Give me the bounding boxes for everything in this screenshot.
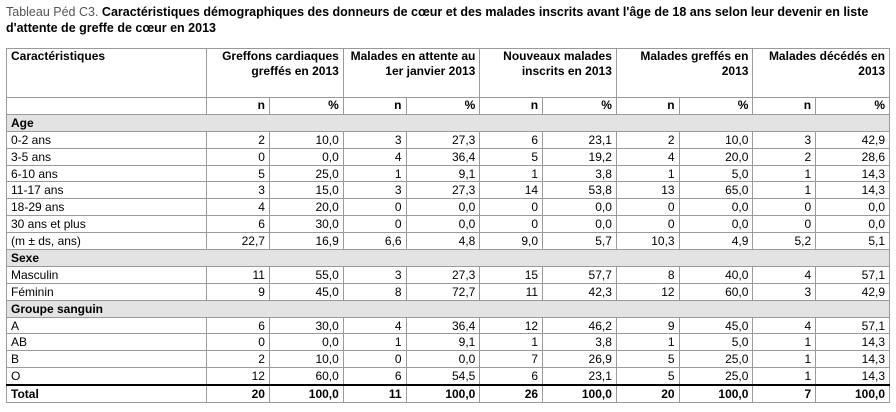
header-pct: % [269,98,343,115]
cell-pct: 9,1 [406,165,480,182]
table-body [7,114,890,402]
cell-pct: 26,9 [543,351,617,368]
header-pct: % [679,98,753,115]
cell-pct: 53,8 [543,182,617,199]
header-pct: % [816,98,890,115]
total-pct: 100,0 [816,385,890,402]
row-label: 18-29 ans [7,199,207,216]
cell-n: 2 [616,131,679,148]
cell-pct: 55,0 [269,266,343,283]
cell-n: 8 [616,266,679,283]
section-header-row [7,114,890,131]
cell-n: 0 [753,199,816,216]
table-row [7,148,890,165]
cell-n: 9 [207,283,270,300]
cell-n: 1 [753,165,816,182]
cell-pct: 19,2 [543,148,617,165]
cell-pct: 14,3 [816,334,890,351]
cell-pct: 57,1 [816,266,890,283]
cell-n: 1 [616,334,679,351]
cell-pct: 23,1 [543,131,617,148]
header-pct: % [406,98,480,115]
total-pct: 100,0 [269,385,343,402]
cell-pct: 27,3 [406,266,480,283]
row-label: Masculin [7,266,207,283]
cell-n: 3 [343,131,406,148]
total-label: Total [7,385,207,402]
cell-pct: 65,0 [679,182,753,199]
cell-n: 15 [480,266,543,283]
cell-pct: 10,0 [269,131,343,148]
table-row [7,165,890,182]
table-row [7,182,890,199]
section-header-row [7,250,890,267]
header-characteristics: Caractéristiques [7,49,207,98]
cell-n: 13 [616,182,679,199]
cell-pct: 0,0 [406,351,480,368]
cell-pct: 40,0 [679,266,753,283]
table-row [7,266,890,283]
cell-pct: 25,0 [269,165,343,182]
cell-n: 3 [753,131,816,148]
table-caption [6,4,890,36]
row-label: A [7,317,207,334]
cell-n: 4 [207,199,270,216]
total-pct: 100,0 [543,385,617,402]
header-group: Malades en attente au 1er janvier 2013 [343,49,480,98]
row-label: O [7,368,207,385]
row-label: 30 ans et plus [7,216,207,233]
cell-n: 14 [480,182,543,199]
data-table [6,48,890,403]
cell-pct: 46,2 [543,317,617,334]
header-n: n [480,98,543,115]
cell-n: 4 [343,148,406,165]
section-title: Sexe [7,250,890,267]
row-label: 6-10 ans [7,165,207,182]
cell-pct: 4,8 [406,233,480,250]
cell-n: 4 [616,148,679,165]
row-label: 11-17 ans [7,182,207,199]
total-n: 20 [616,385,679,402]
cell-n: 12 [616,283,679,300]
cell-pct: 15,0 [269,182,343,199]
cell-n: 12 [480,317,543,334]
section-title: Age [7,114,890,131]
table-row [7,283,890,300]
cell-n: 4 [343,317,406,334]
cell-pct: 0,0 [543,199,617,216]
row-label: Féminin [7,283,207,300]
cell-n: 0 [343,216,406,233]
cell-pct: 27,3 [406,182,480,199]
cell-n: 0 [480,216,543,233]
cell-n: 3 [343,266,406,283]
cell-pct: 0,0 [816,216,890,233]
cell-n: 1 [343,334,406,351]
cell-n: 6 [480,131,543,148]
header-pct: % [543,98,617,115]
cell-n: 2 [207,131,270,148]
cell-pct: 72,7 [406,283,480,300]
cell-n: 2 [753,148,816,165]
cell-n: 10,3 [616,233,679,250]
cell-pct: 3,8 [543,165,617,182]
cell-pct: 27,3 [406,131,480,148]
cell-pct: 42,9 [816,131,890,148]
cell-pct: 14,3 [816,165,890,182]
cell-pct: 0,0 [679,216,753,233]
header-group: Malades décédés en 2013 [753,49,890,98]
total-pct: 100,0 [679,385,753,402]
cell-n: 3 [753,283,816,300]
cell-pct: 36,4 [406,317,480,334]
cell-n: 3 [207,182,270,199]
cell-n: 5 [616,351,679,368]
row-label: 0-2 ans [7,131,207,148]
table-row [7,317,890,334]
header-blank [7,98,207,115]
cell-pct: 10,0 [269,351,343,368]
cell-n: 6 [480,368,543,385]
row-label: AB [7,334,207,351]
cell-pct: 0,0 [679,199,753,216]
cell-pct: 14,3 [816,351,890,368]
cell-pct: 36,4 [406,148,480,165]
cell-n: 0 [616,199,679,216]
cell-pct: 9,1 [406,334,480,351]
cell-pct: 45,0 [269,283,343,300]
table-row [7,233,890,250]
cell-n: 0 [207,148,270,165]
cell-n: 5 [616,368,679,385]
row-label: 3-5 ans [7,148,207,165]
cell-pct: 30,0 [269,317,343,334]
section-header-row [7,300,890,317]
cell-n: 8 [343,283,406,300]
cell-n: 7 [480,351,543,368]
header-group: Nouveaux malades inscrits en 2013 [480,49,617,98]
cell-n: 1 [343,165,406,182]
row-label: (m ± ds, ans) [7,233,207,250]
cell-pct: 14,3 [816,368,890,385]
cell-n: 0 [343,351,406,368]
table-row [7,199,890,216]
table-row [7,334,890,351]
table-row [7,368,890,385]
cell-n: 1 [753,368,816,385]
cell-pct: 30,0 [269,216,343,233]
cell-n: 1 [616,165,679,182]
caption-label: Tableau Péd C3. [6,5,99,19]
cell-n: 3 [343,182,406,199]
cell-n: 2 [207,351,270,368]
table-row [7,131,890,148]
cell-pct: 57,7 [543,266,617,283]
cell-pct: 4,9 [679,233,753,250]
cell-pct: 60,0 [269,368,343,385]
total-n: 7 [753,385,816,402]
cell-n: 9,0 [480,233,543,250]
cell-pct: 25,0 [679,351,753,368]
row-label: B [7,351,207,368]
header-n: n [753,98,816,115]
cell-n: 5 [207,165,270,182]
cell-n: 9 [616,317,679,334]
total-pct: 100,0 [406,385,480,402]
cell-n: 0 [207,334,270,351]
cell-pct: 60,0 [679,283,753,300]
cell-n: 4 [753,317,816,334]
cell-pct: 0,0 [269,148,343,165]
cell-n: 12 [207,368,270,385]
table-row [7,216,890,233]
total-n: 11 [343,385,406,402]
cell-n: 6 [207,317,270,334]
cell-n: 6 [207,216,270,233]
header-group: Malades greffés en 2013 [616,49,753,98]
cell-pct: 0,0 [816,199,890,216]
table-row [7,351,890,368]
cell-pct: 5,0 [679,165,753,182]
caption-title: Caractéristiques démographiques des donneurs de cœur et des malades inscrits avant l'âge de 18 ans selon leur devenir en liste d'attente de greffe de cœur en 2013 [6,5,869,35]
cell-pct: 5,0 [679,334,753,351]
cell-pct: 54,5 [406,368,480,385]
cell-pct: 14,3 [816,182,890,199]
cell-pct: 20,0 [269,199,343,216]
cell-pct: 23,1 [543,368,617,385]
cell-n: 0 [480,199,543,216]
cell-n: 1 [753,182,816,199]
cell-n: 0 [343,199,406,216]
total-n: 20 [207,385,270,402]
cell-n: 5 [480,148,543,165]
cell-pct: 57,1 [816,317,890,334]
cell-n: 0 [616,216,679,233]
cell-n: 0 [753,216,816,233]
cell-pct: 16,9 [269,233,343,250]
cell-pct: 10,0 [679,131,753,148]
cell-n: 4 [753,266,816,283]
cell-pct: 3,8 [543,334,617,351]
header-group: Greffons cardiaques greffés en 2013 [207,49,344,98]
cell-pct: 5,7 [543,233,617,250]
cell-pct: 20,0 [679,148,753,165]
cell-pct: 0,0 [543,216,617,233]
cell-n: 1 [480,165,543,182]
cell-pct: 0,0 [269,334,343,351]
cell-n: 11 [480,283,543,300]
cell-n: 6,6 [343,233,406,250]
header-n: n [343,98,406,115]
cell-pct: 25,0 [679,368,753,385]
cell-n: 22,7 [207,233,270,250]
cell-pct: 42,9 [816,283,890,300]
cell-n: 1 [753,351,816,368]
cell-n: 11 [207,266,270,283]
cell-pct: 5,1 [816,233,890,250]
total-row [7,385,890,402]
cell-pct: 45,0 [679,317,753,334]
cell-pct: 28,6 [816,148,890,165]
cell-pct: 0,0 [406,216,480,233]
cell-n: 1 [753,334,816,351]
cell-n: 5,2 [753,233,816,250]
cell-pct: 42,3 [543,283,617,300]
cell-n: 6 [343,368,406,385]
header-n: n [207,98,270,115]
total-n: 26 [480,385,543,402]
cell-n: 1 [480,334,543,351]
header-n: n [616,98,679,115]
cell-pct: 0,0 [406,199,480,216]
section-title: Groupe sanguin [7,300,890,317]
